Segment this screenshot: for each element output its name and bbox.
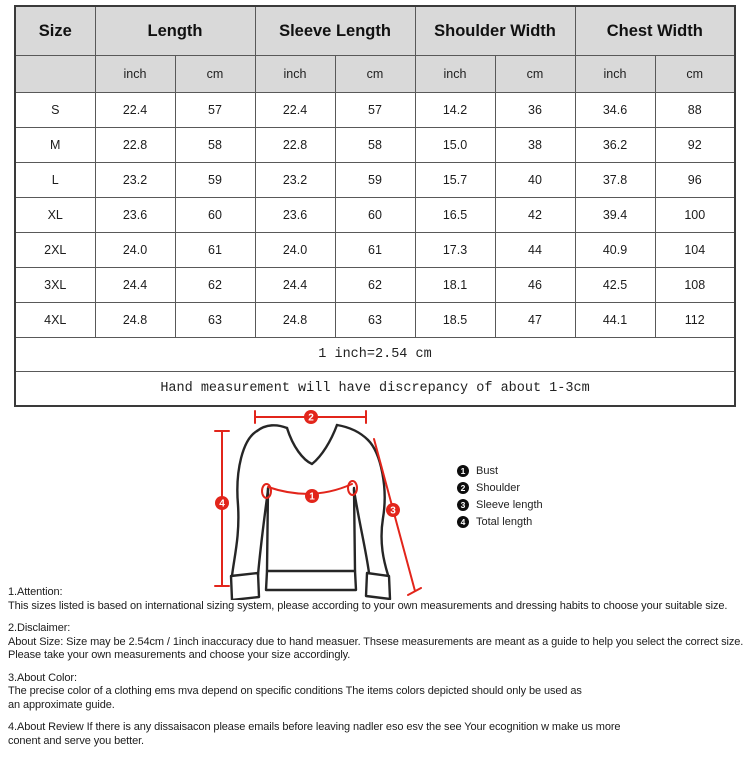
column-header-chest-width: Chest Width	[575, 6, 735, 56]
bust-badge-number: 1	[309, 491, 315, 503]
legend-label: Sleeve length	[476, 499, 543, 511]
note-line: Please take your own measurements and choose your size accordingly.	[8, 649, 351, 661]
value-cell: 63	[175, 303, 255, 338]
size-cell: XL	[15, 198, 95, 233]
legend-number-icon: 4	[457, 516, 469, 528]
value-cell: 59	[335, 163, 415, 198]
value-cell: 42.5	[575, 268, 655, 303]
size-chart-table	[14, 5, 736, 407]
value-cell: 62	[175, 268, 255, 303]
value-cell: 39.4	[575, 198, 655, 233]
legend-item-sleeve-length	[457, 499, 543, 511]
value-cell: 61	[335, 233, 415, 268]
conversion-note: 1 inch=2.54 cm	[15, 338, 735, 372]
value-cell: 88	[655, 93, 735, 128]
value-cell: 40.9	[575, 233, 655, 268]
value-cell: 40	[495, 163, 575, 198]
notes-section	[8, 586, 748, 757]
table-row	[15, 268, 735, 303]
value-cell: 62	[335, 268, 415, 303]
value-cell: 100	[655, 198, 735, 233]
value-cell: 18.1	[415, 268, 495, 303]
note-line: About Size: Size may be 2.54cm / 1inch inaccuracy due to hand measuer. Thsese measurements are meant as a guide to help you select the correct size.	[8, 635, 744, 648]
unit-header: inch	[415, 56, 495, 93]
measurement-lines	[215, 411, 421, 595]
value-cell: 17.3	[415, 233, 495, 268]
value-cell: 24.0	[95, 233, 175, 268]
size-cell: 2XL	[15, 233, 95, 268]
value-cell: 46	[495, 268, 575, 303]
value-cell: 60	[335, 198, 415, 233]
value-cell: 104	[655, 233, 735, 268]
legend-item-total-length	[457, 516, 543, 528]
value-cell: 61	[175, 233, 255, 268]
unit-header: inch	[95, 56, 175, 93]
legend-item-bust	[457, 465, 543, 477]
column-header-length: Length	[95, 6, 255, 56]
note-heading: 1.Attention:	[8, 586, 63, 598]
value-cell: 42	[495, 198, 575, 233]
note-attention	[8, 586, 748, 613]
note-disclaimer	[8, 622, 748, 663]
column-header-shoulder-width: Shoulder Width	[415, 6, 575, 56]
unit-header: cm	[335, 56, 415, 93]
table-row	[15, 303, 735, 338]
value-cell: 22.8	[95, 128, 175, 163]
size-cell: 4XL	[15, 303, 95, 338]
note-line: 4.About Review If there is any dissaisacon please emails before leaving nadler eso esv the see Your ecognition w make us more	[8, 721, 621, 733]
value-cell: 22.4	[255, 93, 335, 128]
value-cell: 15.7	[415, 163, 495, 198]
note-line: an approximate guide.	[8, 698, 115, 711]
legend-label: Total length	[476, 516, 533, 528]
value-cell: 58	[175, 128, 255, 163]
unit-header-row	[15, 56, 735, 93]
value-cell: 36	[495, 93, 575, 128]
value-cell: 44.1	[575, 303, 655, 338]
value-cell: 16.5	[415, 198, 495, 233]
measurement-note: Hand measurement will have discrepancy of about 1-3cm	[15, 372, 735, 407]
value-cell: 23.2	[255, 163, 335, 198]
value-cell: 38	[495, 128, 575, 163]
size-rows	[15, 93, 735, 338]
table-row	[15, 163, 735, 198]
table-row	[15, 93, 735, 128]
column-header-sleeve-length: Sleeve Length	[255, 6, 415, 56]
value-cell: 63	[335, 303, 415, 338]
table-row	[15, 128, 735, 163]
value-cell: 37.8	[575, 163, 655, 198]
note-line: The precise color of a clothing ems mva depend on specific conditions The items colors depicted should only be used as	[8, 685, 582, 697]
table-row	[15, 233, 735, 268]
unit-header: inch	[255, 56, 335, 93]
value-cell: 14.2	[415, 93, 495, 128]
value-cell: 92	[655, 128, 735, 163]
note-line: conent and serve you better.	[8, 734, 145, 747]
value-cell: 44	[495, 233, 575, 268]
measure-badges	[215, 410, 400, 517]
unit-header: inch	[575, 56, 655, 93]
value-cell: 18.5	[415, 303, 495, 338]
value-cell: 24.4	[255, 268, 335, 303]
note-about-review	[8, 721, 748, 748]
value-cell: 57	[335, 93, 415, 128]
value-cell: 34.6	[575, 93, 655, 128]
value-cell: 58	[335, 128, 415, 163]
value-cell: 108	[655, 268, 735, 303]
value-cell: 47	[495, 303, 575, 338]
note-line: This sizes listed is based on international sizing system, please according to your own measurements and dressing habits to choose your suitable size.	[8, 599, 728, 612]
value-cell: 23.6	[95, 198, 175, 233]
unit-header-empty	[15, 56, 95, 93]
value-cell: 22.4	[95, 93, 175, 128]
value-cell: 36.2	[575, 128, 655, 163]
shoulder-badge-number: 2	[308, 412, 314, 424]
total-badge-number: 4	[219, 498, 225, 510]
size-cell: M	[15, 128, 95, 163]
value-cell: 59	[175, 163, 255, 198]
sweater-measurement-diagram	[0, 400, 750, 600]
conversion-row	[15, 338, 735, 372]
measurement-legend	[457, 465, 543, 533]
value-cell: 23.2	[95, 163, 175, 198]
size-cell: S	[15, 93, 95, 128]
column-header-size: Size	[15, 6, 95, 56]
value-cell: 22.8	[255, 128, 335, 163]
legend-number-icon: 3	[457, 499, 469, 511]
size-cell: 3XL	[15, 268, 95, 303]
value-cell: 24.4	[95, 268, 175, 303]
sleeve-measure-line	[374, 439, 421, 595]
value-cell: 60	[175, 198, 255, 233]
note-heading: 3.About Color:	[8, 671, 77, 684]
legend-number-icon: 2	[457, 482, 469, 494]
value-cell: 112	[655, 303, 735, 338]
sleeve-badge-number: 3	[390, 505, 396, 517]
note-about-color	[8, 672, 748, 713]
unit-header: cm	[655, 56, 735, 93]
group-header-row	[15, 6, 735, 56]
legend-label: Shoulder	[476, 482, 521, 494]
note-heading: 2.Disclaimer:	[8, 622, 71, 634]
value-cell: 24.8	[95, 303, 175, 338]
value-cell: 23.6	[255, 198, 335, 233]
unit-header: cm	[175, 56, 255, 93]
legend-item-shoulder	[457, 482, 543, 494]
value-cell: 24.8	[255, 303, 335, 338]
unit-header: cm	[495, 56, 575, 93]
table-row	[15, 198, 735, 233]
legend-label: Bust	[476, 465, 499, 477]
sweater-outline	[231, 425, 390, 600]
value-cell: 15.0	[415, 128, 495, 163]
value-cell: 96	[655, 163, 735, 198]
value-cell: 24.0	[255, 233, 335, 268]
legend-number-icon: 1	[457, 465, 469, 477]
value-cell: 57	[175, 93, 255, 128]
size-cell: L	[15, 163, 95, 198]
